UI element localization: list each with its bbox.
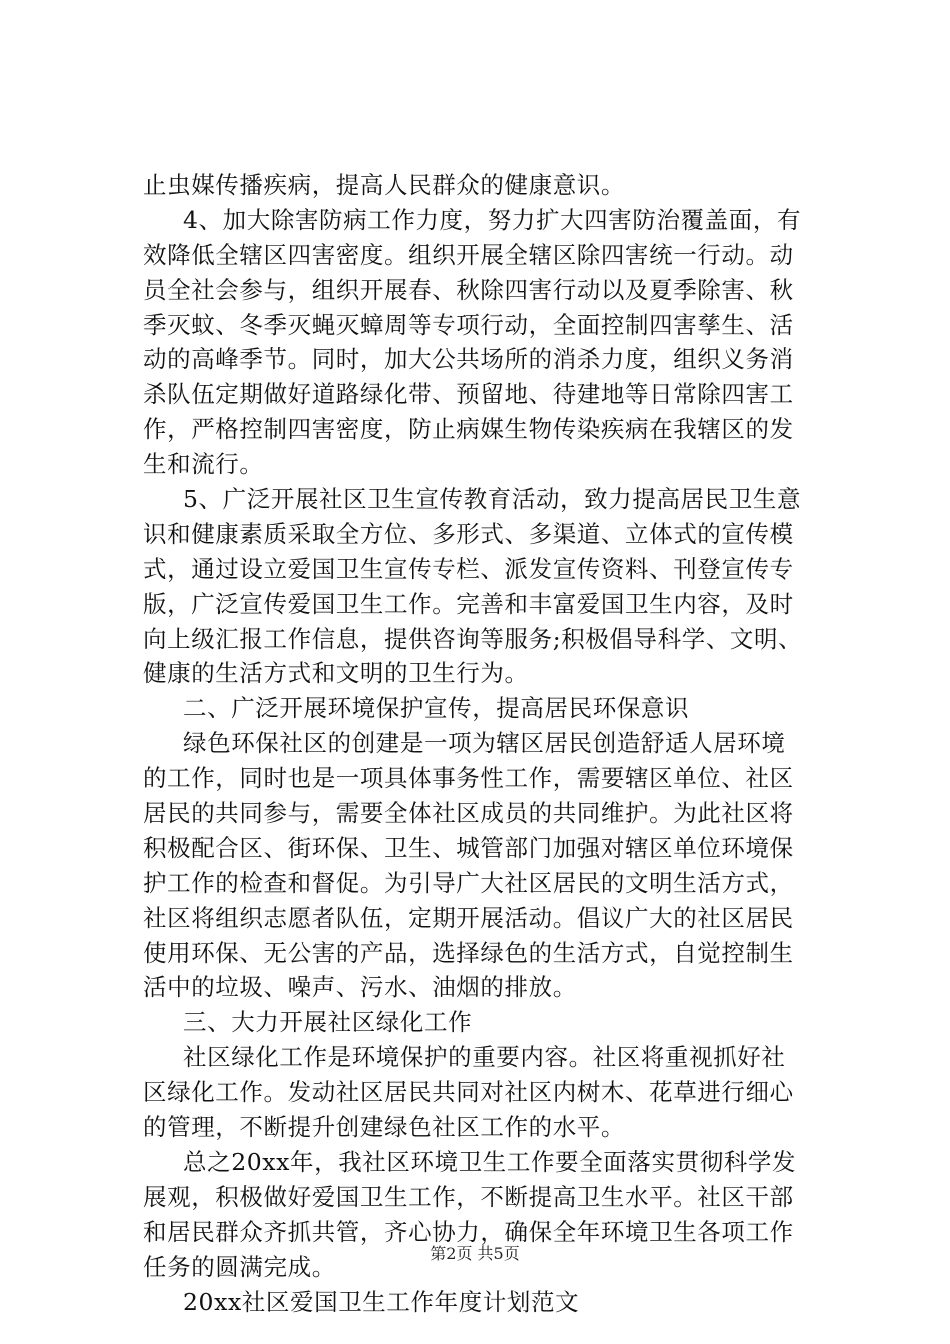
text-line: 社区将组织志愿者队伍，定期开展活动。倡议广大的社区居民 (143, 903, 794, 932)
text-line: 任务的圆满完成。 (143, 1252, 336, 1281)
text-line: 20xx社区爱国卫生工作年度计划范文 (183, 1287, 580, 1316)
text-line: 护工作的检查和督促。为引导广大社区居民的文明生活方式， (143, 868, 794, 897)
text-line: 识和健康素质采取全方位、多形式、多渠道、立体式的宣传模 (143, 519, 794, 548)
text-line: 绿色环保社区的创建是一项为辖区居民创造舒适人居环境 (183, 729, 786, 758)
text-line: 活中的垃圾、噪声、污水、油烟的排放。 (143, 973, 577, 1002)
page-footer: 第2页 共5页 (430, 1244, 520, 1263)
text-line: 总之20xx年，我社区环境卫生工作要全面落实贯彻科学发 (183, 1147, 797, 1176)
text-line: 社区绿化工作是环境保护的重要内容。社区将重视抓好社 (183, 1043, 786, 1072)
text-line: 止虫媒传播疾病，提高人民群众的健康意识。 (143, 171, 625, 199)
text-line: 杀队伍定期做好道路绿化带、预留地、待建地等日常除四害工 (143, 380, 794, 409)
text-line: 季灭蚊、冬季灭蝇灭蟑周等专项行动，全面控制四害孳生、活 (143, 310, 794, 339)
text-line: 向上级汇报工作信息，提供咨询等服务;积极倡导科学、文明、 (143, 624, 803, 653)
text-line: 的管理，不断提升创建绿色社区工作的水平。 (143, 1113, 625, 1142)
text-line: 三、大力开展社区绿化工作 (183, 1008, 473, 1037)
text-line: 二、广泛开展环境保护宣传，提高居民环保意识 (183, 694, 690, 723)
text-line: 展观，积极做好爱国卫生工作，不断提高卫生水平。社区干部 (143, 1182, 794, 1211)
document-body (143, 168, 833, 1319)
text-line: 4、加大除害防病工作力度，努力扩大四害防治覆盖面，有 (183, 205, 802, 234)
text-line: 和居民群众齐抓共管，齐心协力，确保全年环境卫生各项工作 (143, 1217, 794, 1246)
text-line: 的工作，同时也是一项具体事务性工作，需要辖区单位、社区 (143, 764, 794, 793)
text-line: 5、广泛开展社区卫生宣传教育活动，致力提高居民卫生意 (183, 485, 802, 514)
text-line: 居民的共同参与，需要全体社区成员的共同维护。为此社区将 (143, 799, 794, 828)
text-line: 效降低全辖区四害密度。组织开展全辖区除四害统一行动。动 (143, 240, 794, 269)
text-line: 版，广泛宣传爱国卫生工作。完善和丰富爱国卫生内容，及时 (143, 589, 794, 618)
text-line: 员全社会参与，组织开展春、秋除四害行动以及夏季除害、秋 (143, 275, 794, 304)
text-line: 作，严格控制四害密度，防止病媒生物传染疾病在我辖区的发 (143, 415, 794, 444)
text-line: 健康的生活方式和文明的卫生行为。 (143, 659, 529, 688)
text-line: 使用环保、无公害的产品，选择绿色的生活方式，自觉控制生 (143, 938, 794, 967)
text-line: 动的高峰季节。同时，加大公共场所的消杀力度，组织义务消 (143, 345, 794, 374)
text-line: 生和流行。 (143, 450, 264, 479)
text-line: 式，通过设立爱国卫生宣传专栏、派发宣传资料、刊登宣传专 (143, 554, 794, 583)
text-line: 区绿化工作。发动社区居民共同对社区内树木、花草进行细心 (143, 1078, 794, 1107)
text-line: 积极配合区、街环保、卫生、城管部门加强对辖区单位环境保 (143, 833, 794, 862)
